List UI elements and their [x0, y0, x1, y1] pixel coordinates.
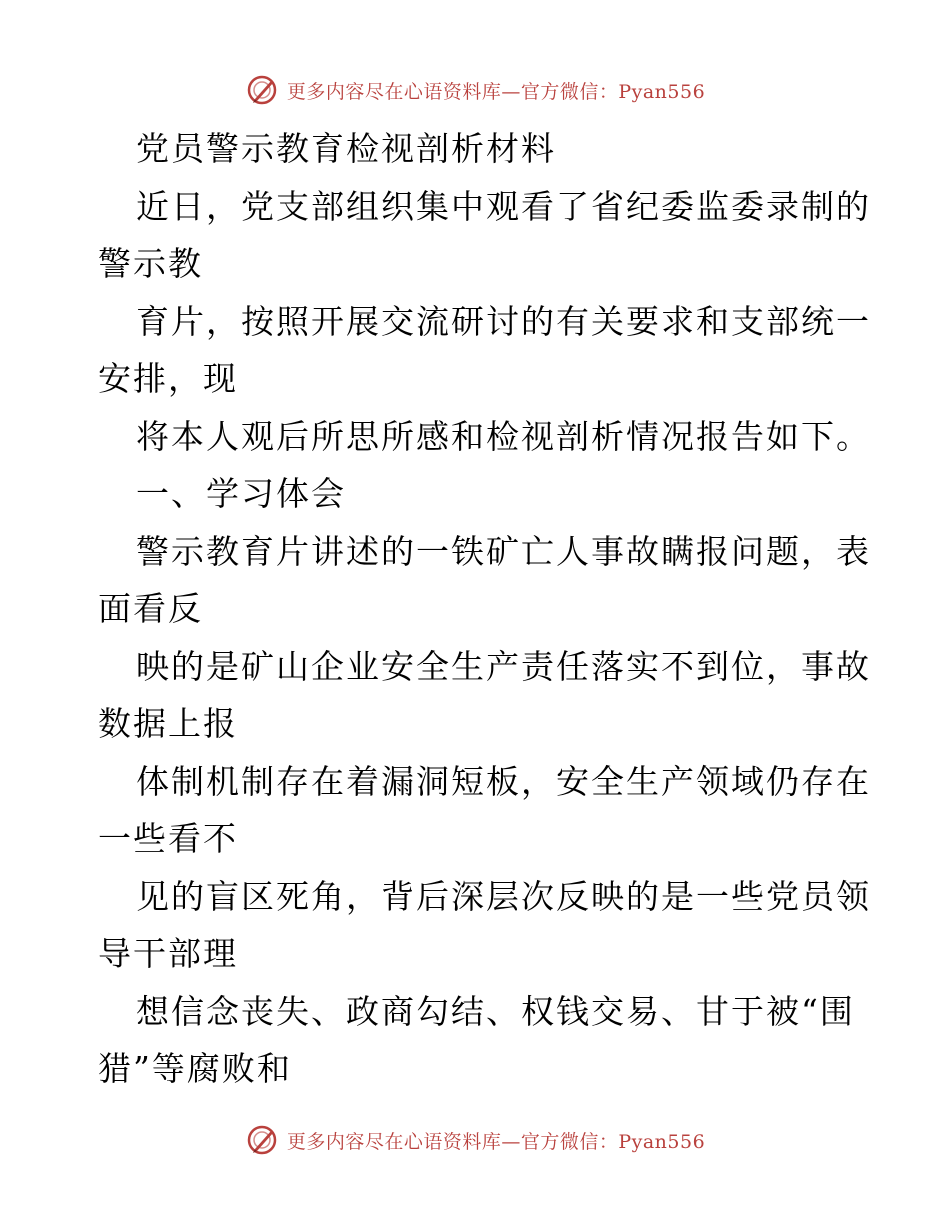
text-line: 党员警示教育检视剖析材料	[136, 129, 556, 168]
text-line: 见的盲区死角，背后深层次反映的是一些党员领	[136, 876, 871, 916]
text-line: 一些看不	[98, 819, 238, 858]
text-line: 警示教育片讲述的一铁矿亡人事故瞒报问题，表	[136, 531, 871, 571]
text-line: 育片，按照开展交流研讨的有关要求和支部统一	[136, 301, 871, 341]
pen-circle-logo-icon	[245, 73, 279, 107]
text-line: 映的是矿山企业安全生产责任落实不到位，事故	[136, 646, 871, 686]
text-line: 安排，现	[98, 359, 238, 398]
pen-circle-logo-icon	[245, 1123, 279, 1157]
text-line: 将本人观后所思所感和检视剖析情况报告如下。	[136, 416, 871, 456]
text-line: 体制机制存在着漏洞短板，安全生产领域仍存在	[136, 761, 871, 801]
watermark-text: 更多内容尽在心语资料库—官方微信：Pyan556	[286, 1130, 706, 1153]
text-line: 导干部理	[98, 934, 238, 973]
watermark-footer	[0, 1120, 950, 1160]
text-line: 一、学习体会	[136, 474, 346, 513]
document-body	[98, 120, 871, 1098]
text-line: 数据上报	[98, 704, 238, 743]
text-line: 猎”等腐败和	[98, 1049, 292, 1088]
watermark-text: 更多内容尽在心语资料库—官方微信：Pyan556	[286, 80, 706, 103]
text-line: 想信念丧失、政商勾结、权钱交易、甘于被“围	[136, 991, 855, 1031]
text-line: 近日，党支部组织集中观看了省纪委监委录制的	[136, 186, 871, 226]
watermark-header	[0, 70, 950, 110]
text-line: 警示教	[98, 244, 203, 283]
text-line: 面看反	[98, 589, 203, 628]
